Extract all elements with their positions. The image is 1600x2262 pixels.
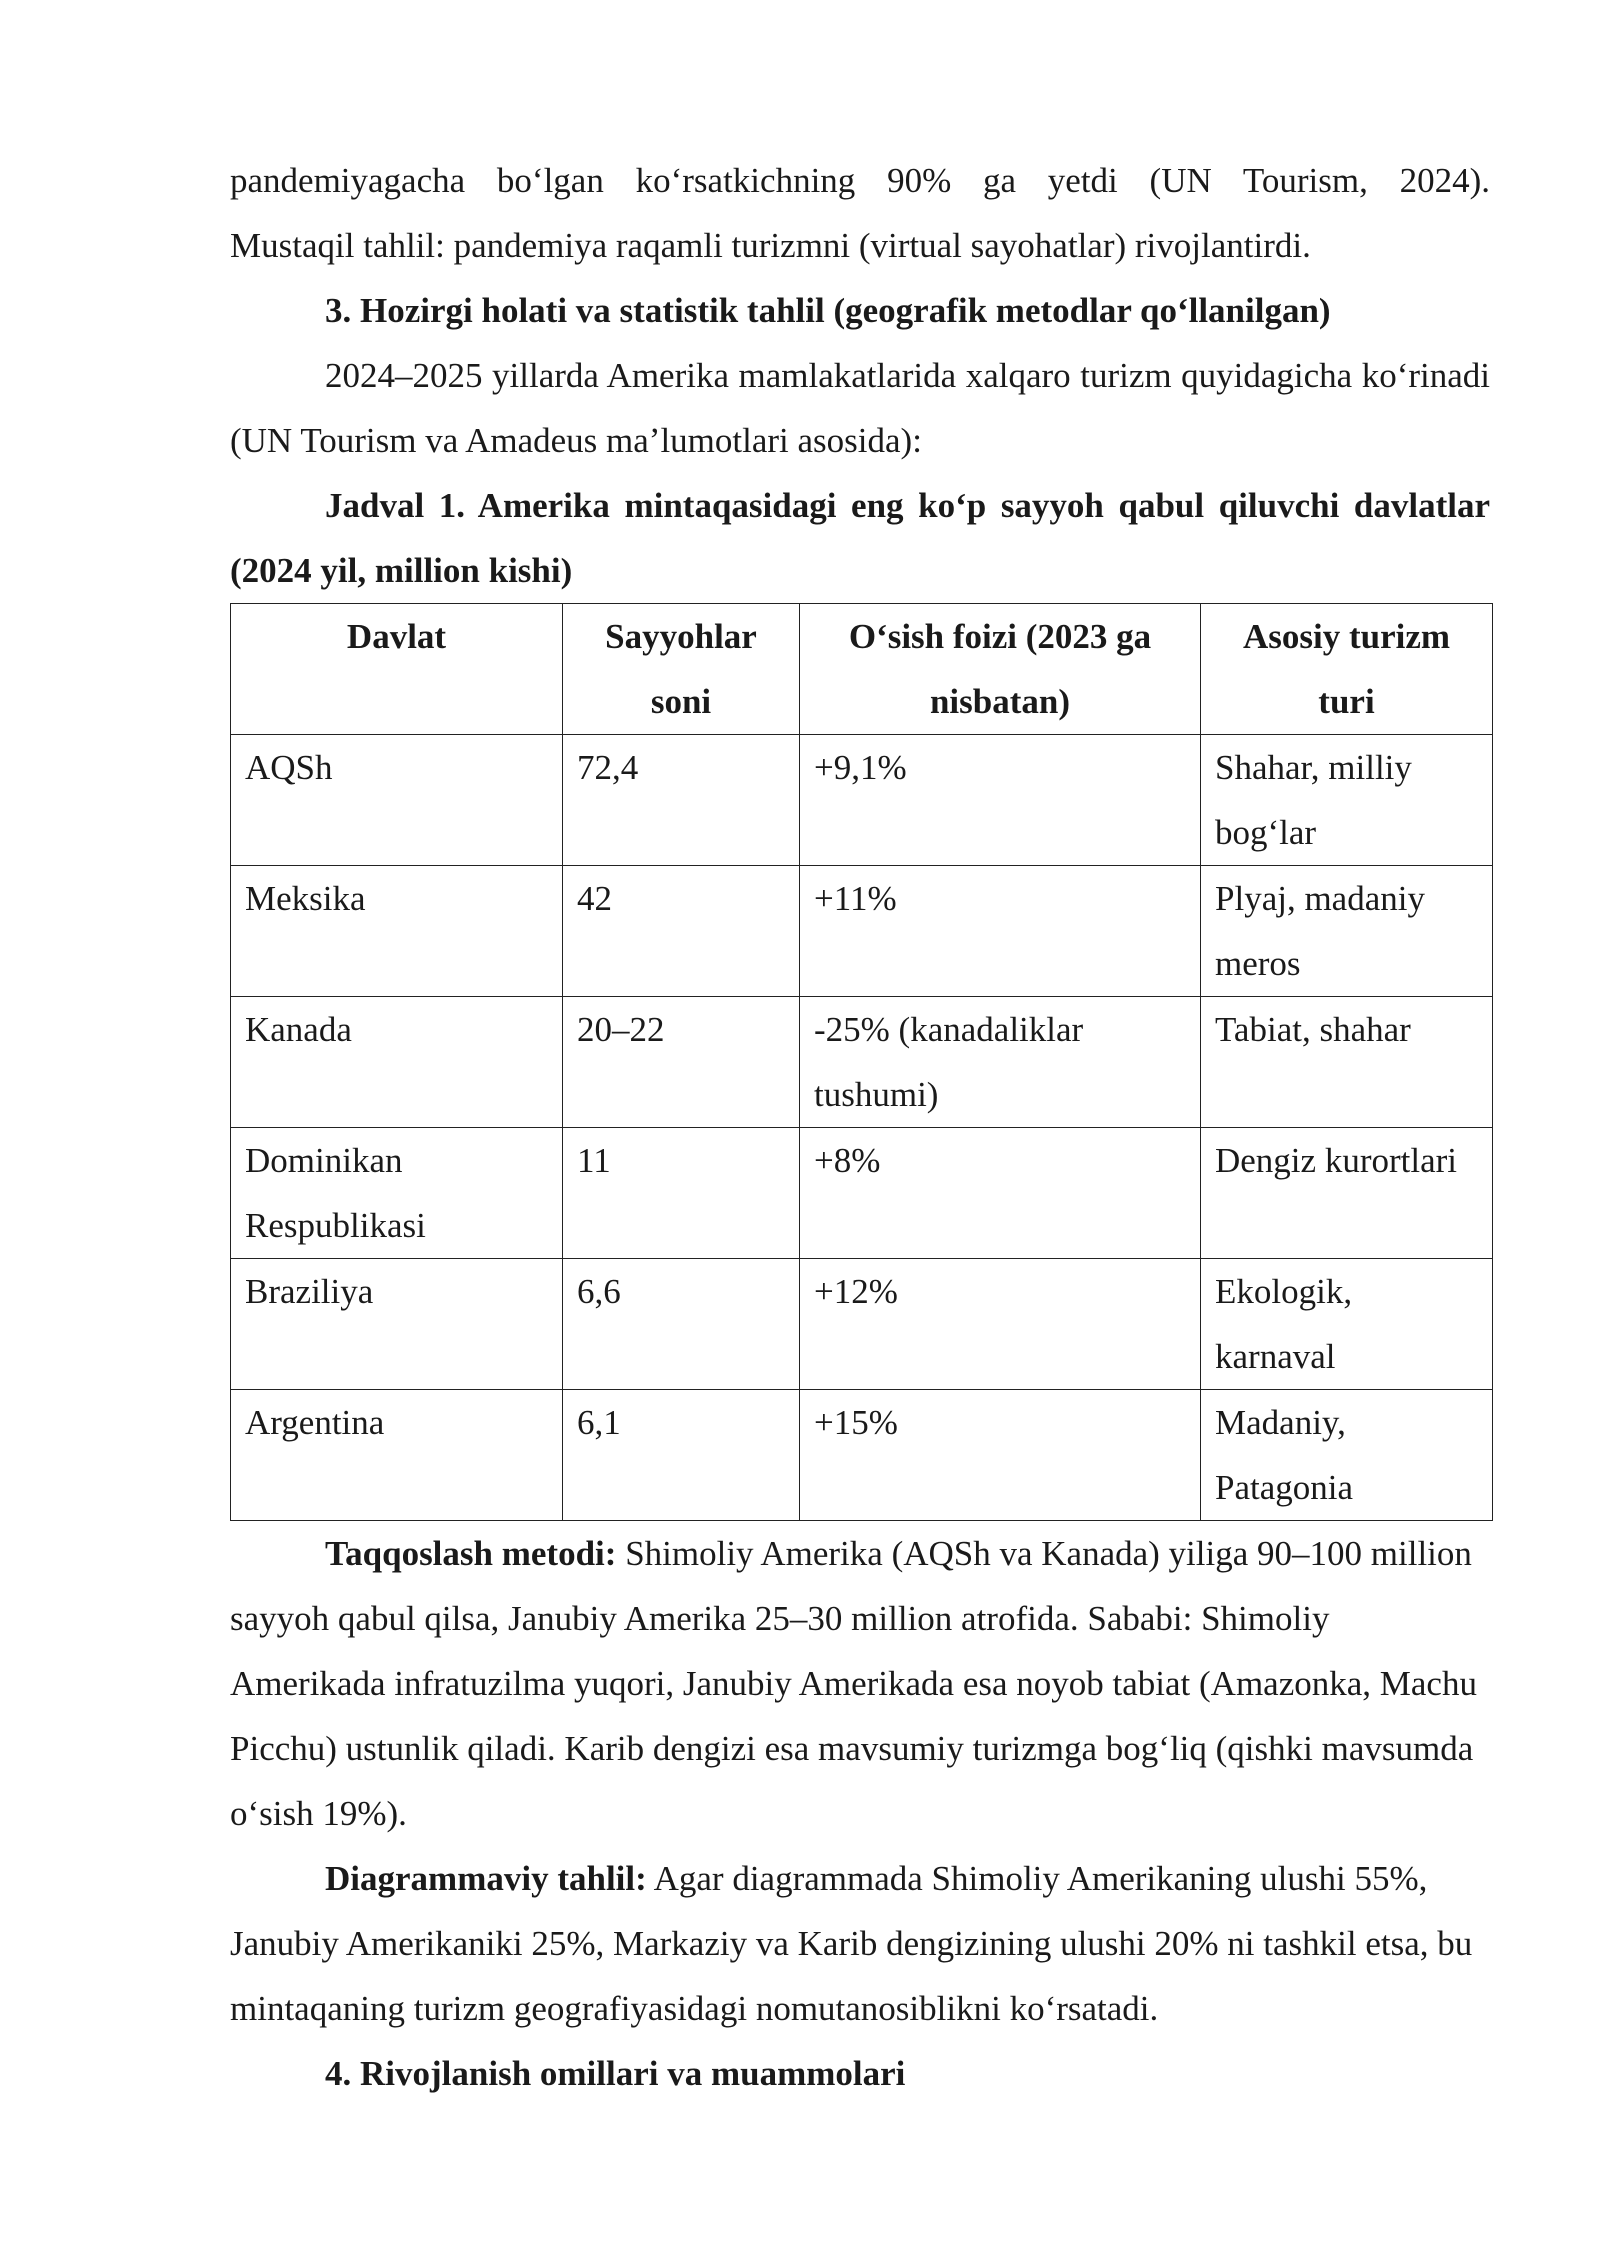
document-page bbox=[230, 148, 1490, 2106]
table-row bbox=[231, 997, 1493, 1128]
cell-tourism-type: Madaniy, Patagonia bbox=[1201, 1390, 1493, 1521]
cell-country: Dominikan Respublikasi bbox=[231, 1128, 563, 1259]
diagram-text: Agar diagrammada Shimoliy Amerikaning ulushi 55%, Janubiy Amerikaniki 25%, Markaziy va Karib dengizining ulushi 20% ni tashkil etsa, bu mintaqaning turizm geografiyasidagi nomutanosiblikni koʻrsatadi. bbox=[230, 1859, 1473, 2028]
cell-tourists: 20–22 bbox=[563, 997, 800, 1128]
cell-country: Argentina bbox=[231, 1390, 563, 1521]
diagram-paragraph bbox=[230, 1846, 1490, 2041]
cell-growth: +11% bbox=[800, 866, 1201, 997]
cell-country: Braziliya bbox=[231, 1259, 563, 1390]
section-4-heading: 4. Rivojlanish omillari va muammolari bbox=[325, 2054, 906, 2093]
header-growth: Oʻsish foizi (2023 ga nisbatan) bbox=[800, 604, 1201, 735]
comparison-paragraph bbox=[230, 1521, 1490, 1846]
cell-growth: +15% bbox=[800, 1390, 1201, 1521]
table-header-row bbox=[231, 604, 1493, 735]
cell-tourists: 6,6 bbox=[563, 1259, 800, 1390]
cell-country: Meksika bbox=[231, 866, 563, 997]
cell-tourists: 6,1 bbox=[563, 1390, 800, 1521]
cell-tourism-type: Shahar, milliy bogʻlar bbox=[1201, 735, 1493, 866]
cell-tourism-type: Plyaj, madaniy meros bbox=[1201, 866, 1493, 997]
comparison-text: Shimoliy Amerika (AQSh va Kanada) yiliga 90–100 million sayyoh qabul qilsa, Janubiy Amerika 25–30 million atrofida. Sababi: Shimoliy Amerikada infratuzilma yuqori, Janubiy Amerikada esa noyob tabiat (Amazonka, Machu Picchu) ustunlik qiladi. Karib dengizi esa mavsumiy turizmga bogʻliq (qishki mavsumda oʻsish 19%). bbox=[230, 1534, 1477, 1833]
header-tourists: Sayyohlar soni bbox=[563, 604, 800, 735]
section-3-text: 2024–2025 yillarda Amerika mamlakatlarida xalqaro turizm quyidagicha koʻrinadi (UN Tourism va Amadeus maʼlumotlari asosida): bbox=[230, 356, 1490, 460]
cell-growth: +9,1% bbox=[800, 735, 1201, 866]
table-row bbox=[231, 735, 1493, 866]
table-row bbox=[231, 1390, 1493, 1521]
table-row bbox=[231, 866, 1493, 997]
comparison-label: Taqqoslash metodi: bbox=[325, 1534, 617, 1573]
intro-line-2: Mustaqil tahlil: pandemiya raqamli turizmni (virtual sayohatlar) rivojlantirdi. bbox=[230, 226, 1311, 265]
cell-tourism-type: Dengiz kurortlari bbox=[1201, 1128, 1493, 1259]
tourism-table bbox=[230, 603, 1493, 1521]
intro-paragraph bbox=[230, 148, 1490, 278]
cell-tourists: 11 bbox=[563, 1128, 800, 1259]
header-tourism-type: Asosiy turizm turi bbox=[1201, 604, 1493, 735]
intro-line-1: pandemiyagacha boʻlgan koʻrsatkichning 90% ga yetdi (UN Tourism, 2024). bbox=[230, 161, 1490, 200]
cell-tourism-type: Ekologik, karnaval bbox=[1201, 1259, 1493, 1390]
table-row bbox=[231, 1259, 1493, 1390]
cell-country: Kanada bbox=[231, 997, 563, 1128]
cell-country: AQSh bbox=[231, 735, 563, 866]
cell-tourists: 72,4 bbox=[563, 735, 800, 866]
cell-tourists: 42 bbox=[563, 866, 800, 997]
table-row bbox=[231, 1128, 1493, 1259]
section-3-heading: 3. Hozirgi holati va statistik tahlil (geografik metodlar qoʻllanilgan) bbox=[325, 291, 1331, 330]
table-caption: Jadval 1. Amerika mintaqasidagi eng koʻp sayyoh qabul qiluvchi davlatlar (2024 yil, million kishi) bbox=[230, 486, 1490, 590]
diagram-label: Diagrammaviy tahlil: bbox=[325, 1859, 647, 1898]
cell-growth: +8% bbox=[800, 1128, 1201, 1259]
cell-tourism-type: Tabiat, shahar bbox=[1201, 997, 1493, 1128]
cell-growth: -25% (kanadaliklar tushumi) bbox=[800, 997, 1201, 1128]
header-country: Davlat bbox=[231, 604, 563, 735]
cell-growth: +12% bbox=[800, 1259, 1201, 1390]
